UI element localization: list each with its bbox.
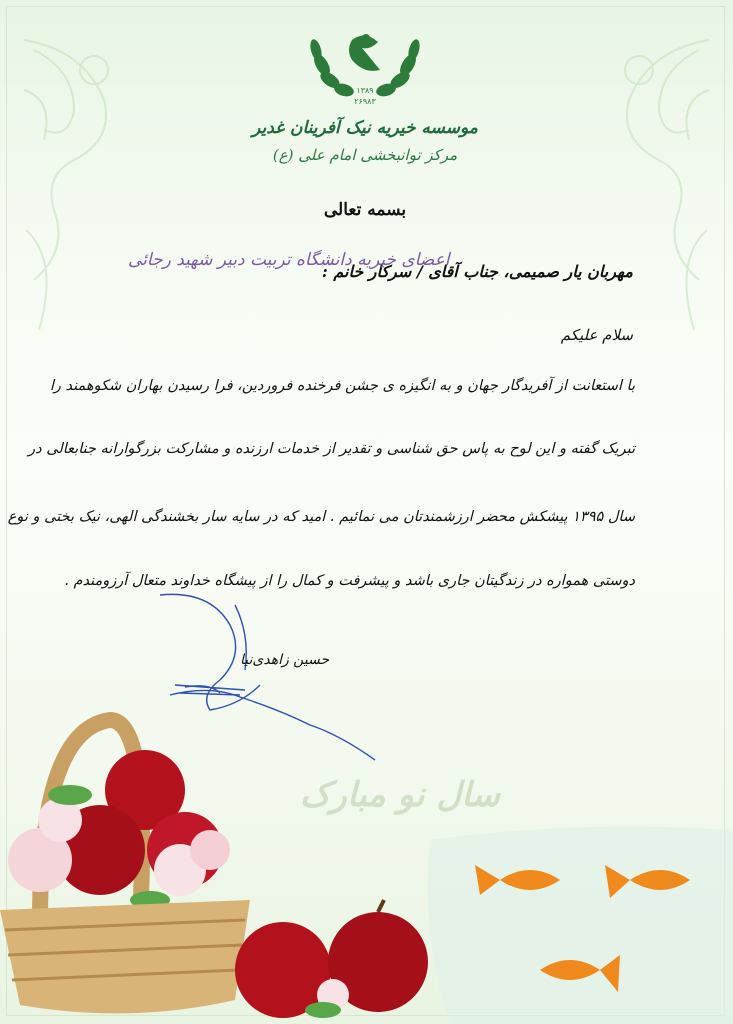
- ornament-left-icon: [14, 30, 164, 360]
- ornament-right-icon: [569, 30, 719, 360]
- body-line-2: تبریک گفته و این لوح به پاس حق شناسی و تقدیر از خدمات ارزنده و مشارکت بزرگوارانه جنابعالی در: [28, 441, 635, 457]
- org-subtitle: مرکز توانبخشی امام علی (ع): [272, 146, 458, 164]
- handwritten-recipient: اعضای خیریه دانشگاه تربیت دبیر شهید رجائی: [128, 250, 450, 270]
- signer-name: حسین زاهدی‌نیا: [240, 652, 330, 668]
- body-line-4: دوستی همواره در زندگیتان جاری باشد و پیشرفت و کمال را از پیشگاه خداوند متعال آرزومندم .: [64, 573, 635, 589]
- bismillah-heading: بسمه تعالی: [323, 200, 407, 220]
- logo-number: ۲۶۹۸۳: [354, 97, 376, 106]
- laurel-logo-icon: [300, 10, 430, 110]
- org-name: موسسه خیریه نیک آفرینان غدیر: [252, 118, 478, 138]
- goldfish-bowl-icon: [420, 820, 733, 1024]
- body-line-1: با استعانت از آفریدگار جهان و به انگیزه ی جشن فرخنده فروردین، فرا رسیدن بهاران شکوهمند را: [49, 378, 635, 394]
- salutation: مهربان یار صمیمی، جناب آقای / سرکار خانم :: [321, 262, 633, 281]
- greeting: سلام علیکم: [560, 326, 633, 344]
- logo-year: ۱۳۸۹: [356, 86, 374, 95]
- body-line-3: سال ۱۳۹۵ پیشکش محضر ارزشمندتان می نمائیم . امید که در سایه سار بخشندگی الهی، نیک بختی و نوع: [7, 509, 635, 525]
- apples-front-icon: [228, 900, 438, 1024]
- new-year-text: سال نو مبارک: [300, 775, 500, 815]
